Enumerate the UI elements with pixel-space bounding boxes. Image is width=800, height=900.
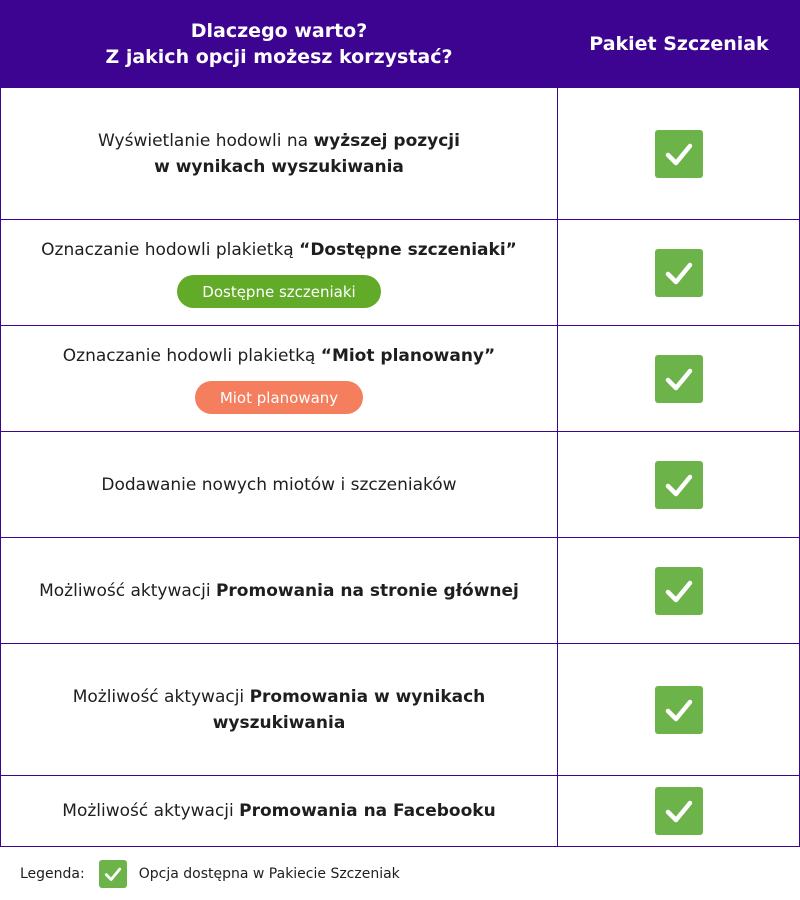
feature-cell (1, 88, 558, 219)
feature-cell (1, 432, 558, 537)
feature-text-bold: wyszukiwania (212, 712, 346, 733)
availability-cell (558, 538, 799, 643)
table-row (1, 538, 799, 644)
feature-text: Oznaczanie hodowli plakietką (41, 240, 300, 260)
check-icon (655, 461, 703, 509)
table-body (0, 88, 800, 847)
feature-cell (1, 326, 558, 431)
availability-cell (558, 432, 799, 537)
check-icon (655, 249, 703, 297)
availability-cell (558, 88, 799, 219)
table-row (1, 220, 799, 326)
feature-text-bold: w wynikach wyszukiwania (154, 156, 404, 177)
availability-cell (558, 326, 799, 431)
table-row (1, 88, 799, 220)
feature-text-bold: Promowania na stronie głównej (215, 580, 519, 601)
availability-cell (558, 776, 799, 846)
feature-text: Możliwość aktywacji (39, 580, 216, 601)
badge-miot-planowany: Miot planowany (195, 381, 363, 414)
table-row (1, 432, 799, 538)
feature-text-bold: “Dostępne szczeniaki” (299, 240, 517, 260)
legend (20, 860, 400, 888)
feature-text-bold: Promowania w wynikach (249, 686, 486, 707)
legend-description: Opcja dostępna w Pakiecie Szczeniak (138, 866, 400, 882)
check-icon (655, 355, 703, 403)
check-icon (655, 130, 703, 178)
check-icon (655, 567, 703, 615)
badge-dostepne-szczeniaki: Dostępne szczeniaki (177, 275, 381, 308)
feature-text-bold: wyższej pozycji (313, 130, 460, 151)
feature-cell (1, 776, 558, 846)
check-icon (99, 860, 127, 888)
feature-text-bold: “Miot planowany” (320, 346, 496, 366)
table-header (0, 0, 800, 88)
feature-text: Oznaczanie hodowli plakietką (62, 346, 321, 366)
header-package-name: Pakiet Szczeniak (589, 33, 769, 55)
availability-cell (558, 220, 799, 325)
header-title (0, 0, 558, 88)
table-row (1, 776, 799, 847)
feature-text: Możliwość aktywacji (62, 801, 240, 821)
table-row (1, 326, 799, 432)
feature-cell (1, 644, 558, 775)
check-icon (655, 686, 703, 734)
check-icon (655, 787, 703, 835)
header-title-line2: Z jakich opcji możesz korzystać? (105, 46, 453, 68)
feature-cell (1, 220, 558, 325)
header-title-line1: Dlaczego warto? (190, 20, 368, 42)
feature-text: Możliwość aktywacji (72, 686, 250, 707)
feature-cell (1, 538, 558, 643)
feature-text-bold: Promowania na Facebooku (239, 801, 496, 821)
table-row (1, 644, 799, 776)
feature-text: Wyświetlanie hodowli na (98, 130, 314, 151)
legend-label: Legenda: (20, 866, 85, 882)
feature-text: Dodawanie nowych miotów i szczeniaków (101, 474, 457, 495)
availability-cell (558, 644, 799, 775)
